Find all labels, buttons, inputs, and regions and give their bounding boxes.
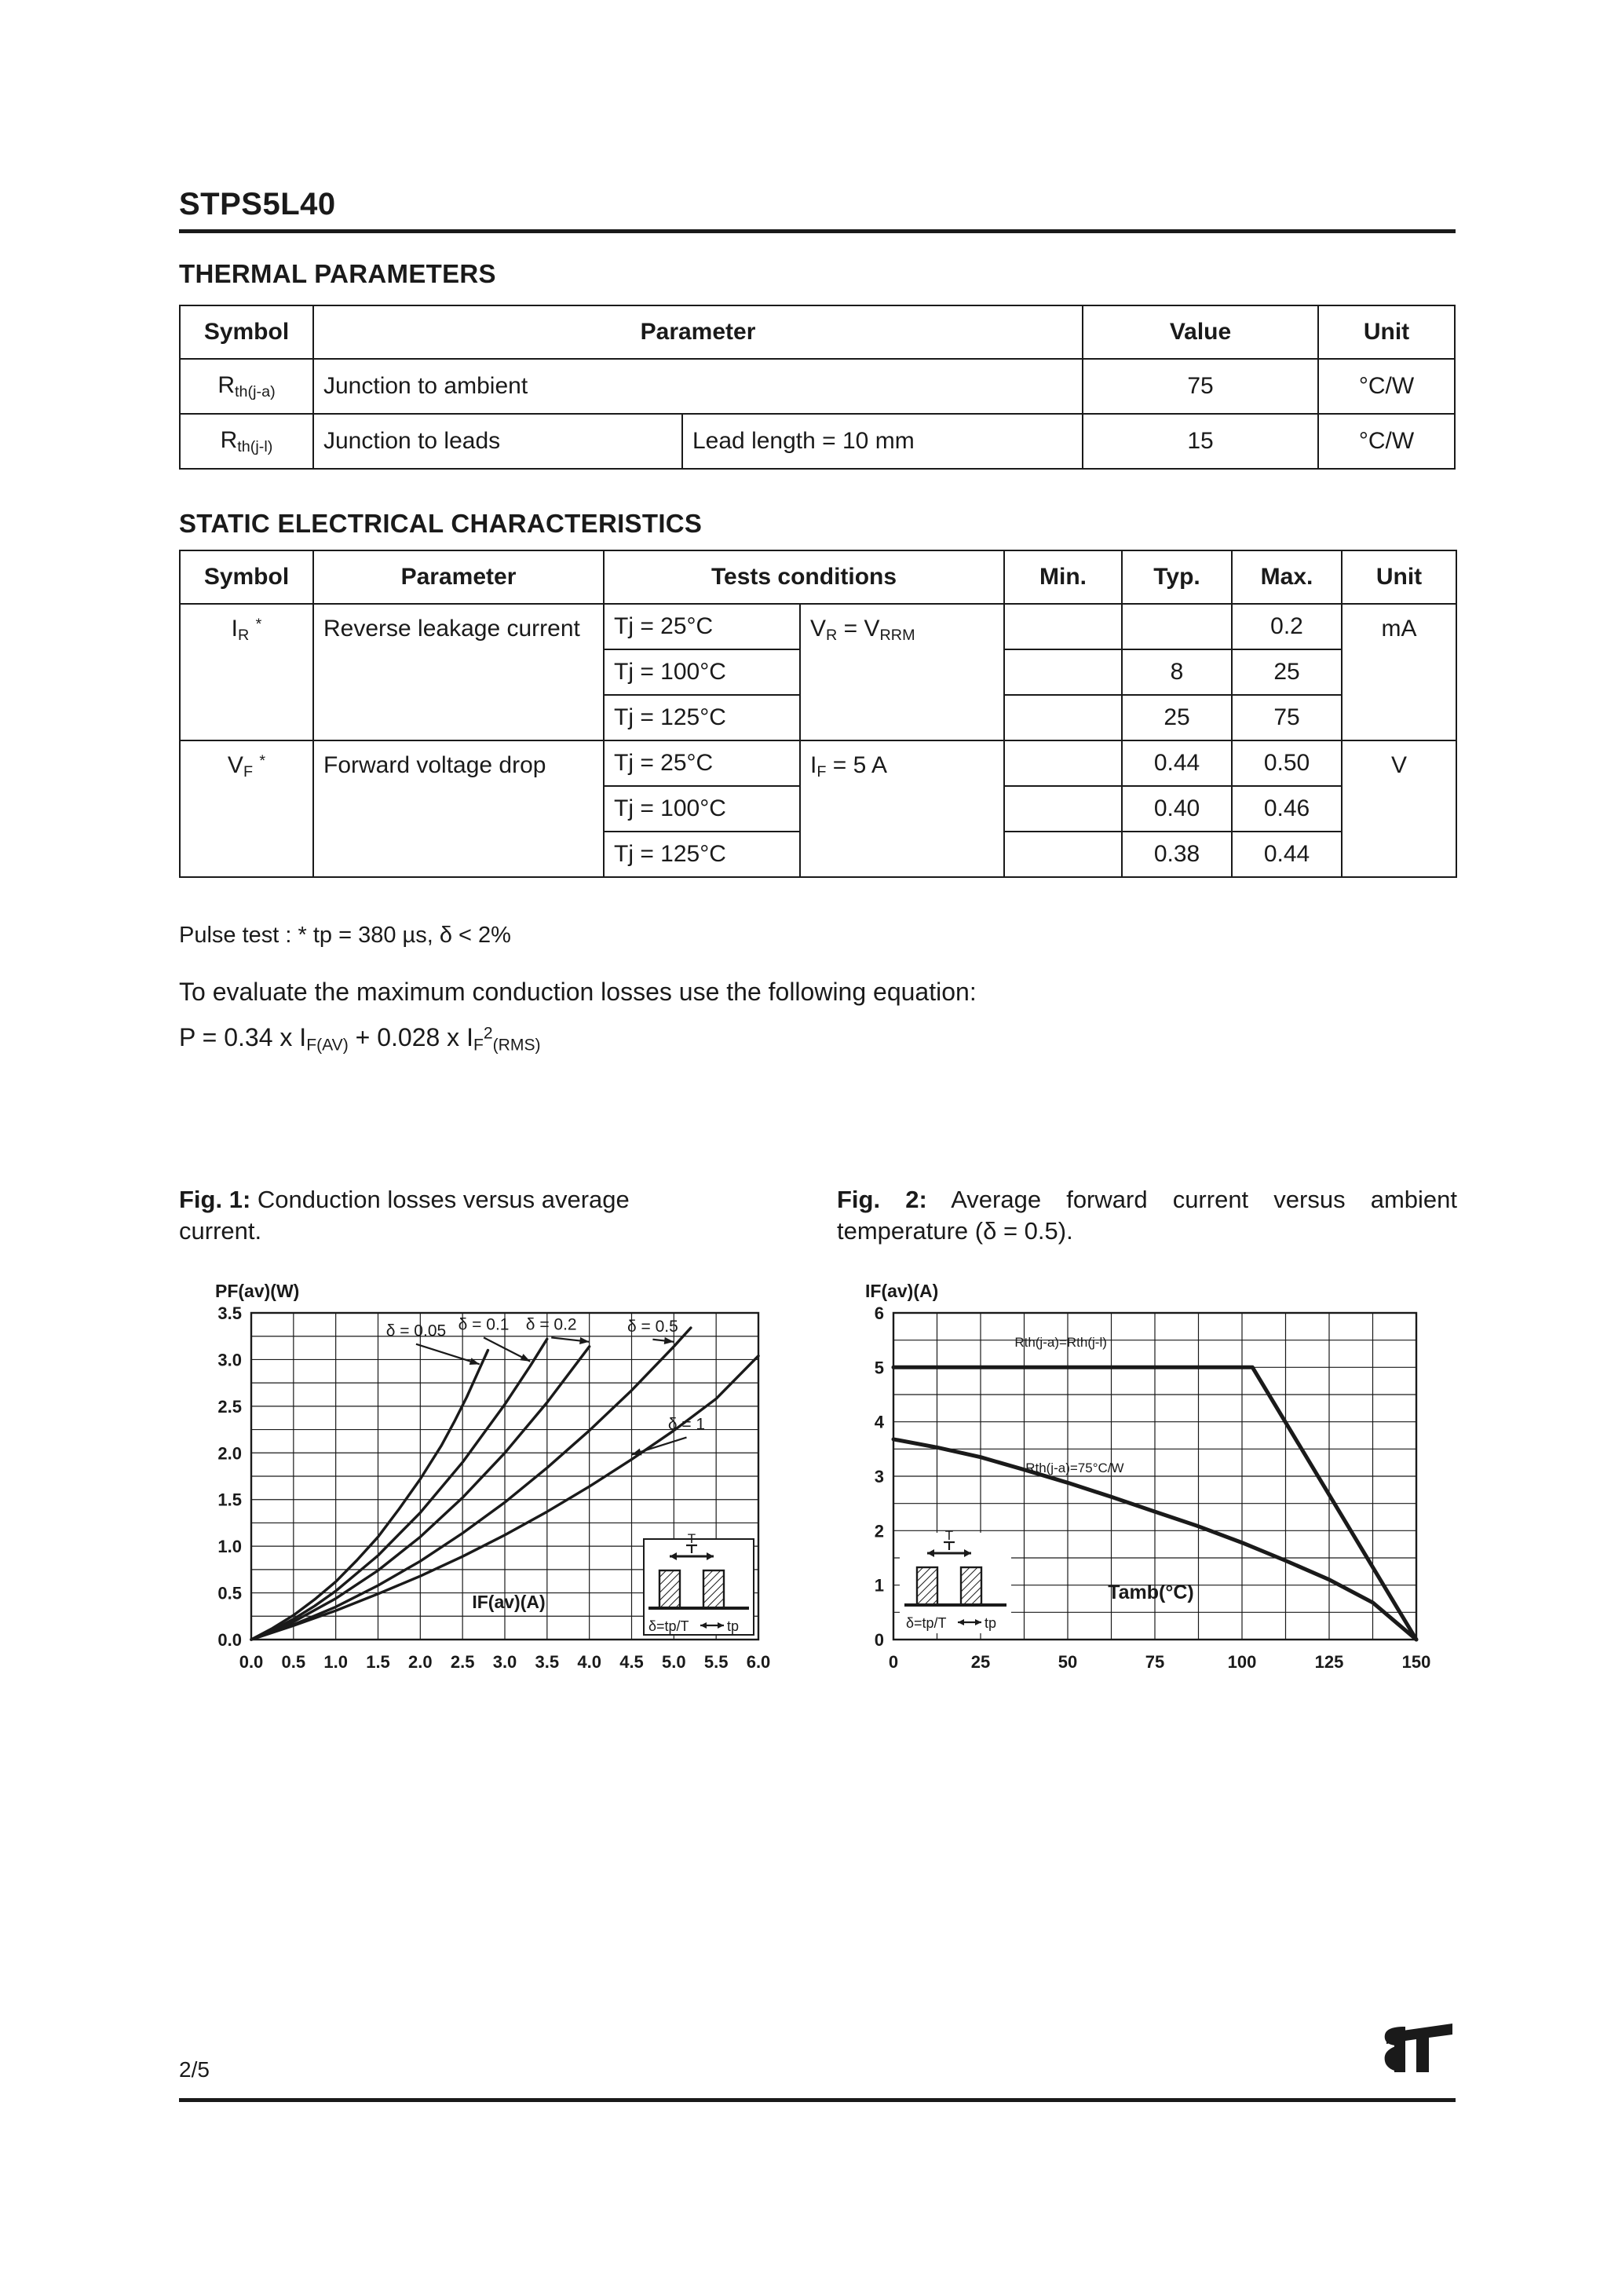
static-temp-cell: Tj = 100°C	[604, 786, 800, 832]
condition-subscript: F	[816, 762, 827, 781]
table-row	[180, 414, 1455, 469]
svg-text:1: 1	[874, 1575, 884, 1596]
svg-text:2.5: 2.5	[217, 1396, 242, 1417]
symbol-footnote-star: *	[255, 616, 262, 634]
static-temp-cell: Tj = 25°C	[604, 604, 800, 649]
static-characteristics-table	[179, 550, 1457, 878]
column-header-max: Max.	[1232, 550, 1342, 604]
svg-text:4.5: 4.5	[619, 1652, 644, 1672]
svg-text:δ = 0.05: δ = 0.05	[385, 1322, 447, 1340]
static-temp-cell: Tj = 125°C	[604, 832, 800, 877]
x-axis-label: Tamb(°C)	[1108, 1581, 1194, 1603]
series-labels	[1014, 1335, 1123, 1475]
static-min-cell	[1004, 604, 1122, 649]
static-condition-cell	[800, 604, 1004, 740]
static-max-cell: 0.46	[1232, 786, 1342, 832]
static-typ-cell: 8	[1122, 649, 1232, 695]
equation-intro: To evaluate the maximum conduction losses use the following equation:	[179, 978, 977, 1006]
svg-text:4: 4	[874, 1412, 884, 1432]
conduction-loss-equation	[179, 1023, 541, 1055]
symbol-subscript: th(j-a)	[235, 382, 276, 400]
table-header-row	[180, 550, 1456, 604]
figure-2-label: Fig. 2:	[837, 1186, 927, 1213]
static-unit-cell: mA	[1342, 604, 1456, 740]
svg-text:δ = 0.2: δ = 0.2	[525, 1315, 577, 1334]
thermal-parameter-cell: Junction to ambient	[313, 359, 1083, 414]
series-labels	[386, 1315, 705, 1433]
static-typ-cell	[1122, 604, 1232, 649]
static-max-cell: 25	[1232, 649, 1342, 695]
svg-text:Rth(j-a)=75°C/W: Rth(j-a)=75°C/W	[1025, 1461, 1124, 1476]
condition-subscript: R	[826, 626, 838, 644]
static-min-cell	[1004, 740, 1122, 786]
symbol-subscript: th(j-l)	[237, 437, 273, 455]
svg-text:0: 0	[874, 1630, 884, 1650]
table-row	[180, 740, 1456, 786]
static-parameter-cell: Forward voltage drop	[313, 740, 604, 877]
figure-1-caption-text: Conduction losses versus average current.	[179, 1186, 630, 1245]
figure-1-label: Fig. 1:	[179, 1186, 251, 1213]
thermal-value-cell: 15	[1083, 414, 1318, 469]
inset-pulse-label: tp	[985, 1615, 997, 1631]
svg-text:0.5: 0.5	[281, 1652, 306, 1672]
header-divider	[179, 229, 1456, 233]
svg-text:δ = 0.5: δ = 0.5	[627, 1317, 678, 1336]
figure-2-caption	[837, 1184, 1457, 1248]
static-max-cell: 0.50	[1232, 740, 1342, 786]
condition-base: I	[810, 752, 817, 778]
static-typ-cell: 0.40	[1122, 786, 1232, 832]
svg-text:0: 0	[888, 1652, 899, 1672]
thermal-symbol-cell	[180, 414, 313, 469]
static-min-cell	[1004, 832, 1122, 877]
page-title: STPS5L40	[179, 187, 336, 221]
static-characteristics-heading: STATIC ELECTRICAL CHARACTERISTICS	[179, 509, 703, 538]
thermal-parameter-cell: Junction to leads	[313, 414, 682, 469]
static-max-cell: 0.2	[1232, 604, 1342, 649]
equation-term-2: + 0.028 x I	[348, 1023, 473, 1051]
page-number: 2/5	[179, 2057, 210, 2082]
svg-text:3.5: 3.5	[535, 1652, 560, 1672]
inset-pulse-label: tp	[727, 1618, 740, 1634]
equation-subscript-3: (RMS)	[492, 1036, 541, 1055]
equation-exponent: 2	[483, 1024, 493, 1043]
symbol-subscript: R	[238, 626, 250, 644]
static-typ-cell: 25	[1122, 695, 1232, 740]
svg-text:5.0: 5.0	[662, 1652, 686, 1672]
column-header-value: Value	[1083, 305, 1318, 359]
st-logo	[1382, 2022, 1457, 2074]
svg-text:2.5: 2.5	[450, 1652, 475, 1672]
thermal-symbol-cell	[180, 359, 313, 414]
condition-subscript2: RRM	[879, 626, 915, 644]
thermal-parameters-heading: THERMAL PARAMETERS	[179, 259, 496, 288]
svg-text:3.5: 3.5	[217, 1303, 242, 1323]
thermal-unit-cell: °C/W	[1318, 359, 1455, 414]
thermal-value-cell: 75	[1083, 359, 1318, 414]
st-logo-icon	[1382, 2022, 1457, 2074]
column-header-symbol: Symbol	[180, 550, 313, 604]
x-axis-ticks	[239, 1652, 771, 1672]
static-max-cell: 75	[1232, 695, 1342, 740]
table-row	[180, 604, 1456, 649]
static-typ-cell: 0.44	[1122, 740, 1232, 786]
figure-1-chart	[179, 1280, 799, 1680]
figure-2-caption-text: Average forward current versus ambient temperature (δ = 0.5).	[837, 1186, 1457, 1245]
svg-text:125: 125	[1314, 1652, 1344, 1672]
footer-divider	[179, 2098, 1456, 2102]
svg-text:0.5: 0.5	[217, 1583, 242, 1603]
symbol-base: I	[231, 616, 238, 642]
y-axis-ticks	[875, 1303, 885, 1650]
static-min-cell	[1004, 649, 1122, 695]
equation-term-1: P = 0.34 x I	[179, 1023, 307, 1051]
svg-text:2.0: 2.0	[217, 1443, 242, 1464]
column-header-tests-conditions: Tests conditions	[604, 550, 1004, 604]
symbol-base: R	[217, 371, 235, 398]
condition-operator: = 5 A	[826, 752, 888, 778]
thermal-unit-cell: °C/W	[1318, 414, 1455, 469]
figure-2-chart	[837, 1280, 1457, 1680]
column-header-unit: Unit	[1318, 305, 1455, 359]
static-parameter-cell: Reverse leakage current	[313, 604, 604, 740]
column-header-parameter: Parameter	[313, 305, 1083, 359]
svg-text:5: 5	[874, 1358, 884, 1378]
static-unit-cell: V	[1342, 740, 1456, 877]
symbol-subscript: F	[243, 762, 254, 781]
duty-cycle-inset	[644, 1531, 754, 1635]
svg-text:6.0: 6.0	[746, 1652, 771, 1672]
svg-text:50: 50	[1058, 1652, 1078, 1672]
svg-text:5.5: 5.5	[703, 1652, 729, 1672]
svg-text:3: 3	[874, 1467, 884, 1486]
forward-current-plot	[837, 1280, 1457, 1680]
equation-subscript-1: F(AV)	[306, 1036, 349, 1055]
column-header-unit: Unit	[1342, 550, 1456, 604]
static-temp-cell: Tj = 25°C	[604, 740, 800, 786]
y-axis-label: IF(av)(A)	[865, 1281, 939, 1301]
inset-period-label: T	[944, 1528, 954, 1543]
static-condition-cell	[800, 740, 1004, 877]
svg-text:Rth(j-a)=Rth(j-l): Rth(j-a)=Rth(j-l)	[1014, 1334, 1107, 1350]
svg-text:3.0: 3.0	[217, 1350, 242, 1370]
thermal-condition-cell: Lead length = 10 mm	[682, 414, 1083, 469]
svg-text:δ = 1: δ = 1	[667, 1415, 706, 1434]
condition-base: V	[810, 616, 827, 642]
figure-1-caption	[179, 1184, 650, 1248]
static-max-cell: 0.44	[1232, 832, 1342, 877]
svg-text:1.0: 1.0	[323, 1652, 348, 1672]
svg-text:75: 75	[1145, 1652, 1165, 1672]
symbol-base: V	[227, 752, 243, 778]
svg-text:6: 6	[874, 1303, 884, 1323]
table-header-row	[180, 305, 1455, 359]
svg-text:1.0: 1.0	[217, 1537, 242, 1557]
pulse-test-note: Pulse test : * tp = 380 µs, δ < 2%	[179, 923, 511, 948]
svg-text:0.0: 0.0	[217, 1630, 242, 1650]
symbol-footnote-star: *	[259, 752, 266, 770]
svg-text:1.5: 1.5	[366, 1652, 390, 1672]
inset-period-label: T	[687, 1531, 696, 1546]
svg-text:150: 150	[1401, 1652, 1431, 1672]
column-header-parameter: Parameter	[313, 550, 604, 604]
equation-subscript-2: F	[473, 1036, 484, 1055]
x-axis-label: IF(av)(A)	[472, 1592, 546, 1612]
y-axis-ticks	[217, 1303, 242, 1650]
svg-text:2: 2	[874, 1521, 884, 1541]
svg-text:δ = 0.1: δ = 0.1	[458, 1315, 510, 1334]
static-typ-cell: 0.38	[1122, 832, 1232, 877]
svg-text:3.0: 3.0	[492, 1652, 517, 1672]
symbol-base: R	[220, 426, 238, 453]
y-axis-label: PF(av)(W)	[215, 1281, 300, 1301]
duty-cycle-inset	[900, 1528, 1011, 1633]
svg-text:2.0: 2.0	[408, 1652, 433, 1672]
column-header-min: Min.	[1004, 550, 1122, 604]
static-temp-cell: Tj = 100°C	[604, 649, 800, 695]
inset-duty-label: δ=tp/T	[648, 1618, 689, 1634]
svg-text:25: 25	[970, 1652, 991, 1672]
static-symbol-cell	[180, 604, 313, 740]
static-temp-cell: Tj = 125°C	[604, 695, 800, 740]
column-header-typ: Typ.	[1122, 550, 1232, 604]
thermal-parameters-table	[179, 305, 1456, 470]
table-row	[180, 359, 1455, 414]
svg-text:0.0: 0.0	[239, 1652, 264, 1672]
inset-duty-label: δ=tp/T	[906, 1615, 947, 1631]
condition-operator: = V	[837, 616, 880, 642]
static-min-cell	[1004, 786, 1122, 832]
conduction-losses-plot	[179, 1280, 799, 1680]
svg-text:4.0: 4.0	[577, 1652, 601, 1672]
static-symbol-cell	[180, 740, 313, 877]
x-axis-ticks	[889, 1652, 1430, 1672]
svg-text:100: 100	[1227, 1652, 1257, 1672]
static-min-cell	[1004, 695, 1122, 740]
column-header-symbol: Symbol	[180, 305, 313, 359]
svg-text:1.5: 1.5	[217, 1490, 242, 1510]
